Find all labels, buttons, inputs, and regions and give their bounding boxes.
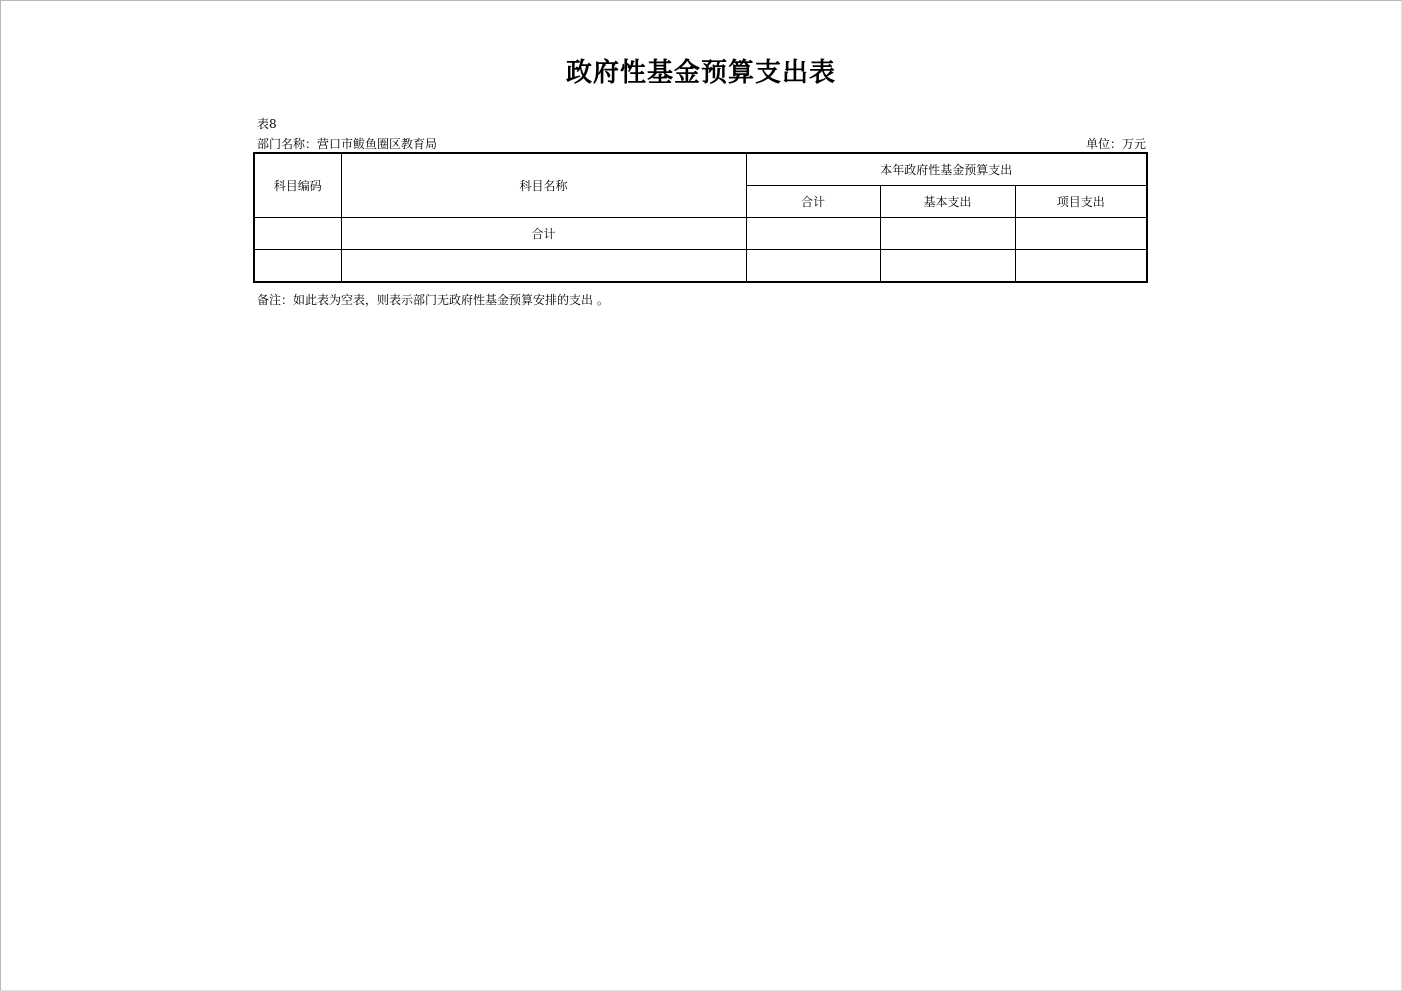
table-number: 表8 — [257, 117, 277, 131]
department-name: 营口市鲅鱼圈区教育局 — [317, 137, 438, 151]
unit-label: 单位：万元 — [1085, 137, 1146, 151]
cell-name — [341, 250, 746, 283]
table-row — [254, 218, 1147, 250]
cell-basic — [880, 250, 1015, 283]
header-total: 合计 — [746, 186, 880, 218]
department-label: 部门名称： — [257, 137, 318, 151]
page-title: 政府性基金预算支出表 — [565, 58, 836, 88]
cell-basic — [880, 218, 1015, 250]
header-current-year-expenditure: 本年政府性基金预算支出 — [746, 153, 1147, 186]
cell-project — [1015, 218, 1147, 250]
footnote: 备注：如此表为空表，则表示部门无政府性基金预算安排的支出 。 — [257, 293, 609, 307]
header-subject-name: 科目名称 — [341, 153, 746, 218]
cell-total — [746, 250, 880, 283]
department-line — [257, 137, 437, 151]
header-basic-expenditure: 基本支出 — [880, 186, 1015, 218]
header-subject-code: 科目编码 — [254, 153, 341, 218]
header-project-expenditure: 项目支出 — [1015, 186, 1147, 218]
budget-table — [253, 152, 1148, 283]
cell-name: 合计 — [341, 218, 746, 250]
cell-total — [746, 218, 880, 250]
cell-project — [1015, 250, 1147, 283]
cell-code — [254, 218, 341, 250]
table-row — [254, 250, 1147, 283]
cell-code — [254, 250, 341, 283]
